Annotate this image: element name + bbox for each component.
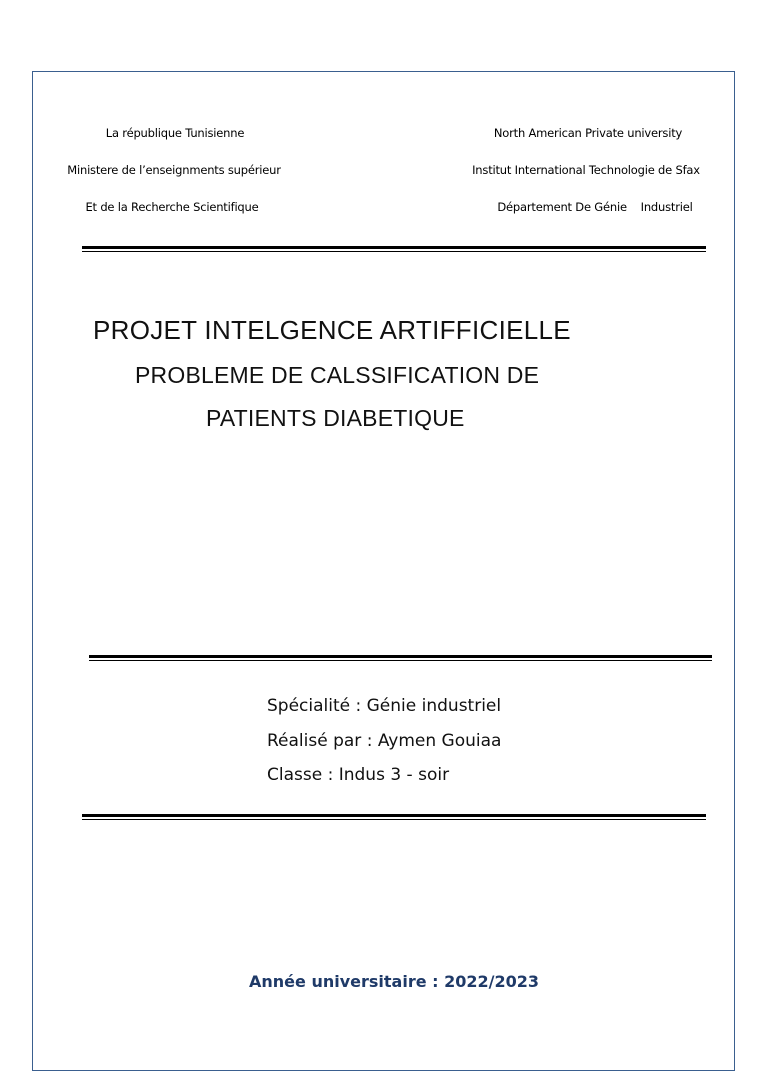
- author-line: Réalisé par : Aymen Gouiaa: [267, 731, 502, 751]
- header-right-line-3: Département De Génie Industriel: [497, 200, 693, 214]
- page-border: [32, 71, 735, 1071]
- info-bottom-divider: [82, 814, 706, 820]
- academic-year: Année universitaire : 2022/2023: [249, 972, 539, 991]
- project-title: PROJET INTELGENCE ARTIFFICIELLE: [93, 315, 571, 345]
- header-divider: [82, 246, 706, 252]
- header-right-line-1: North American Private university: [493, 126, 683, 140]
- header-right-line-2: Institut International Technologie de Sfax: [472, 163, 700, 177]
- header-left-line-2: Ministere de l’enseignments supérieur: [67, 163, 281, 177]
- project-subtitle-line-2: PATIENTS DIABETIQUE: [206, 405, 465, 431]
- speciality-line: Spécialité : Génie industriel: [267, 696, 502, 716]
- project-subtitle-line-1: PROBLEME DE CALSSIFICATION DE: [135, 362, 540, 388]
- header-left-line-1: La république Tunisienne: [105, 126, 245, 140]
- info-top-divider: [89, 655, 712, 661]
- header-left-line-3: Et de la Recherche Scientifique: [85, 200, 259, 214]
- class-line: Classe : Indus 3 - soir: [267, 765, 450, 785]
